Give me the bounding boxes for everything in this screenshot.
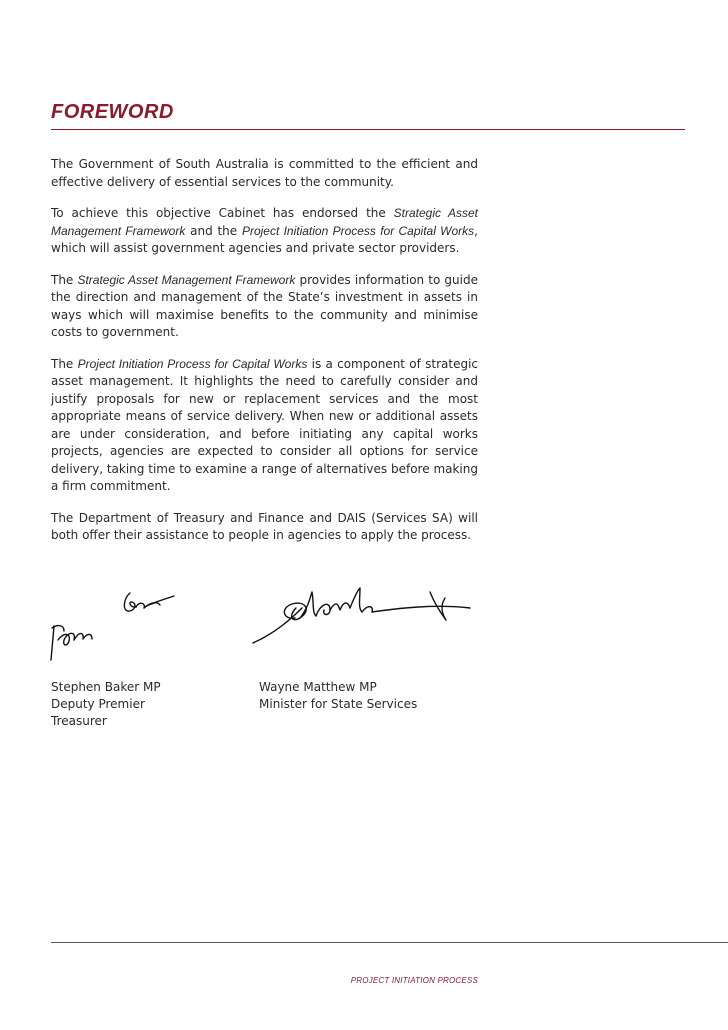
- signatory-matthew: [259, 679, 417, 713]
- paragraph-1: The Government of South Australia is committed to the efficient and effective delivery of essential services to the community.: [51, 157, 478, 189]
- process-title: Project Initiation Process for Capital Works: [241, 223, 475, 238]
- signatory-name: Wayne Matthew MP: [259, 680, 377, 694]
- paragraph-4-text: The: [51, 356, 78, 371]
- signatory-title: Deputy Premier: [51, 697, 145, 711]
- paragraph-2-text: To achieve this objective Cabinet has endorsed the: [51, 206, 394, 220]
- paragraph-4: [51, 356, 478, 496]
- paragraph-4-text: is a component of strategic asset management. It highlights the need to carefully consider and justify proposals for new or replacement services and the most appropriate means of service delivery. When new or additional assets are under consideration, and before initiating any capital works projects, agencies are expected to consider all options for service delivery, taking time to examine a range of alternatives before making a firm commitment.: [51, 356, 478, 493]
- signatory-name: Stephen Baker MP: [51, 680, 161, 694]
- paragraph-2: [51, 205, 478, 258]
- framework-title: Strategic Asset Management Framework: [77, 272, 296, 287]
- paragraph-3: [51, 272, 478, 342]
- heading-rule: [51, 129, 685, 130]
- paragraph-2-text: and the: [185, 223, 242, 238]
- signatory-title: Minister for State Services: [259, 697, 418, 711]
- paragraph-5: The Department of Treasury and Finance and DAIS (Services SA) will both offer their assistance to people in agencies to apply the process.: [51, 510, 478, 542]
- signature-stephen-baker: [44, 578, 184, 668]
- paragraph-3-text: provides information to guide the direction and management of the State’s investment in assets in ways which will maximise benefits to the community and minimise costs to government.: [51, 272, 478, 339]
- process-title: Project Initiation Process for Capital Works: [77, 356, 308, 371]
- footer-title: PROJECT INITIATION PROCESS: [350, 976, 478, 985]
- signatory-baker: [51, 679, 161, 730]
- framework-title: Strategic Asset Management Framework: [51, 206, 478, 238]
- footer-rule: [51, 942, 728, 943]
- signatory-title: Treasurer: [51, 714, 107, 728]
- paragraph-3-text: The: [51, 272, 78, 287]
- signature-wayne-matthew: [250, 578, 475, 648]
- page-heading: FOREWORD: [51, 101, 174, 123]
- foreword-body: [51, 156, 478, 559]
- paragraph-2-text: , which will assist government agencies and private sector providers.: [51, 223, 478, 255]
